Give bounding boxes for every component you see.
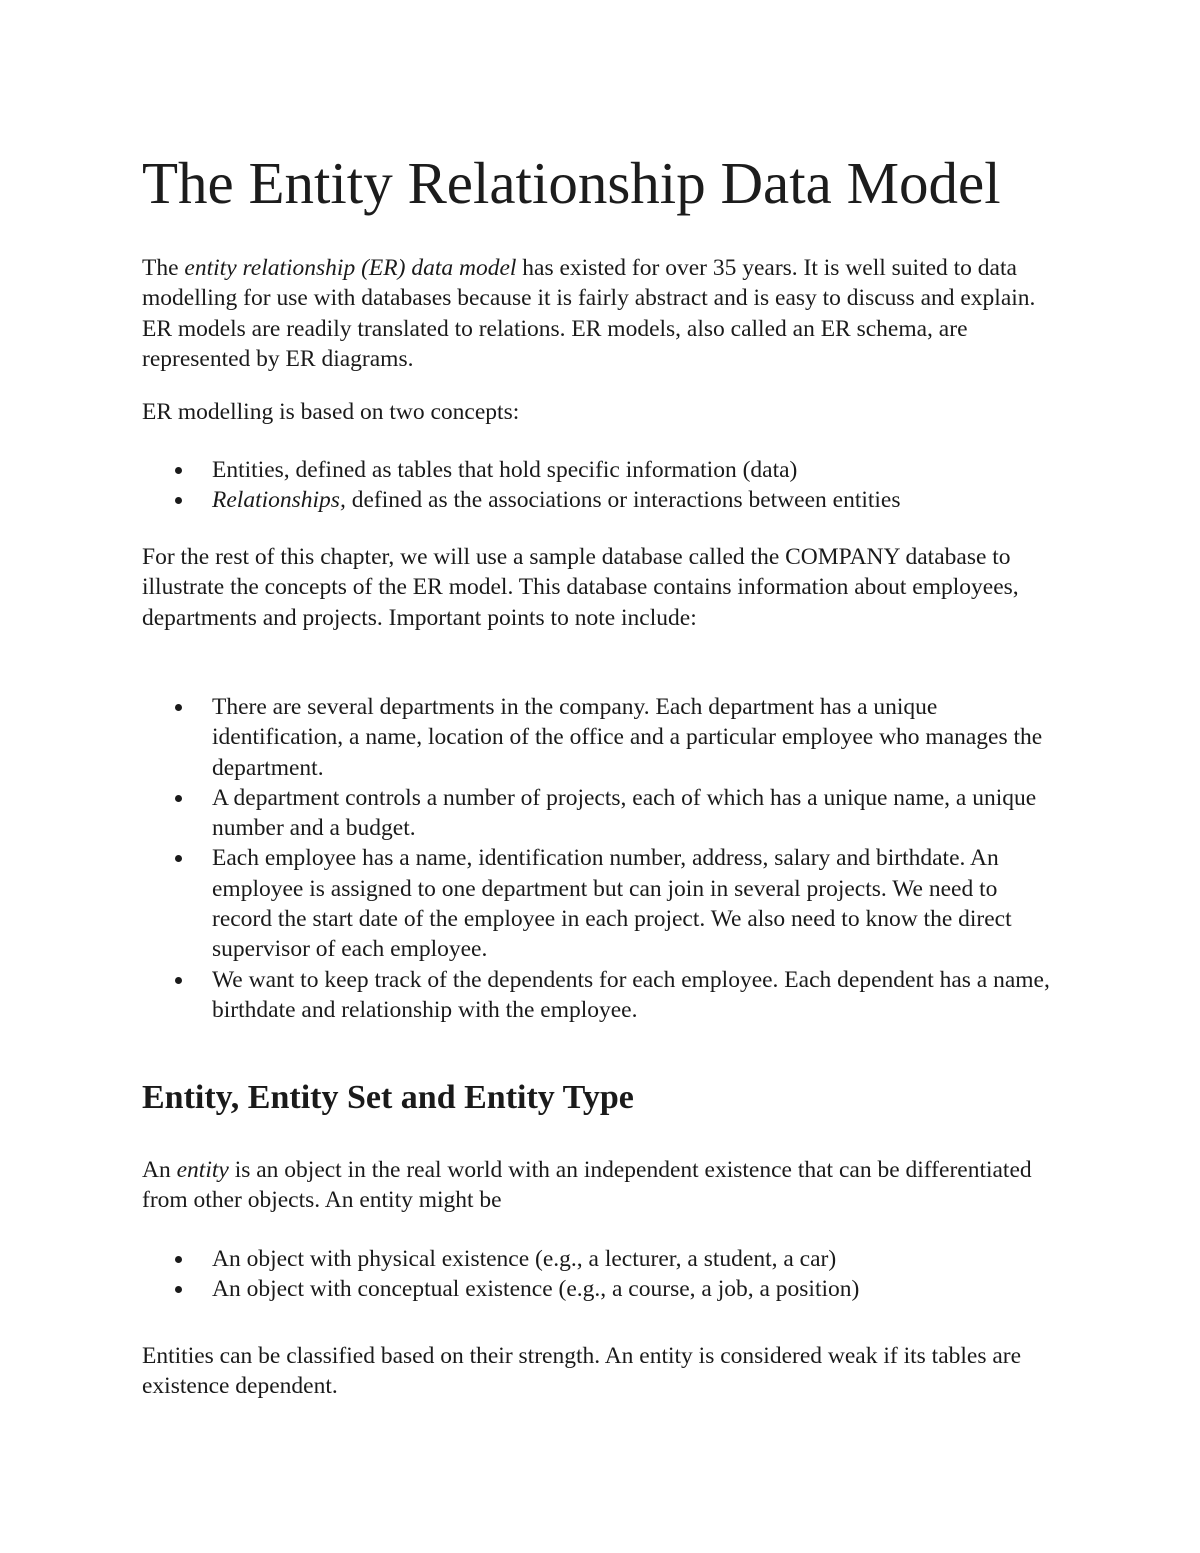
bullet-icon [175, 704, 182, 711]
intro-paragraph [142, 253, 1057, 374]
bullet-icon [175, 1286, 182, 1293]
list-item-text: Each employee has a name, identification number, address, salary and birthdate. An employee is assigned to one department but can join in several projects. We need to record the start date of the employee in each project. We also need to know the direct supervisor of each employee. [212, 845, 1012, 963]
list-item-text: We want to keep track of the dependents for each employee. Each dependent has a name, birthdate and relationship with the employee. [212, 966, 1050, 1023]
intro-text-end: has existed for over 35 years. It is well suited to data modelling for use with databases because it is fairly abstract and is easy to discuss and explain. ER models are readily translated to relations. ER models, also called an ER schema, are represented by ER diagrams. [142, 255, 1036, 372]
entity-text-end: is an object in the real world with an independent existence that can be differentiated from other objects. An entity might be [142, 1157, 1032, 1214]
list-item-text: An object with conceptual existence (e.g., a course, a job, a position) [212, 1276, 860, 1303]
bullet-icon [175, 855, 182, 862]
concepts-list [142, 455, 1057, 516]
bullet-icon [175, 467, 182, 474]
entity-term: entity [176, 1157, 229, 1183]
list-item [142, 965, 1057, 1026]
entity-definition-paragraph [142, 1155, 1057, 1216]
list-item [142, 692, 1057, 783]
concepts-lead-paragraph: ER modelling is based on two concepts: [142, 399, 520, 425]
bullet-icon [175, 1256, 182, 1263]
intro-text-start: The [142, 255, 185, 281]
list-item-text: Entities, defined as tables that hold specific information (data) [212, 457, 798, 483]
section-heading: Entity, Entity Set and Entity Type [142, 1079, 634, 1116]
list-item [142, 783, 1057, 844]
list-item-text: A department controls a number of projects, each of which has a unique name, a unique number and a budget. [212, 784, 1037, 842]
entity-text-start: An [142, 1157, 177, 1183]
list-item [142, 485, 1057, 515]
list-item [142, 455, 1057, 485]
bullet-icon [175, 977, 182, 984]
company-points-list [142, 692, 1057, 1025]
list-item [142, 843, 1057, 964]
intro-term: entity relationship (ER) data model [184, 255, 517, 281]
list-item [142, 1274, 1057, 1304]
list-item-term: Relationships, [212, 487, 346, 514]
bullet-icon [175, 497, 182, 504]
company-intro-paragraph: For the rest of this chapter, we will use a sample database called the COMPANY database to illustrate the concepts of the ER model. This database contains information about employees, departments and projects. Important points to note include: [142, 544, 1019, 631]
entity-examples-list [142, 1244, 1057, 1305]
document-title: The Entity Relationship Data Model [142, 150, 1001, 216]
list-item-text: An object with physical existence (e.g., a lecturer, a student, a car) [212, 1246, 837, 1272]
list-item [142, 1244, 1057, 1274]
bullet-icon [175, 795, 182, 802]
closing-paragraph: Entities can be classified based on their strength. An entity is considered weak if its tables are existence dependent. [142, 1343, 1022, 1400]
list-item-text: There are several departments in the company. Each department has a unique identification, a name, location of the office and a particular employee who manages the department. [212, 694, 1043, 781]
list-item-text: defined as the associations or interactions between entities [345, 487, 901, 514]
